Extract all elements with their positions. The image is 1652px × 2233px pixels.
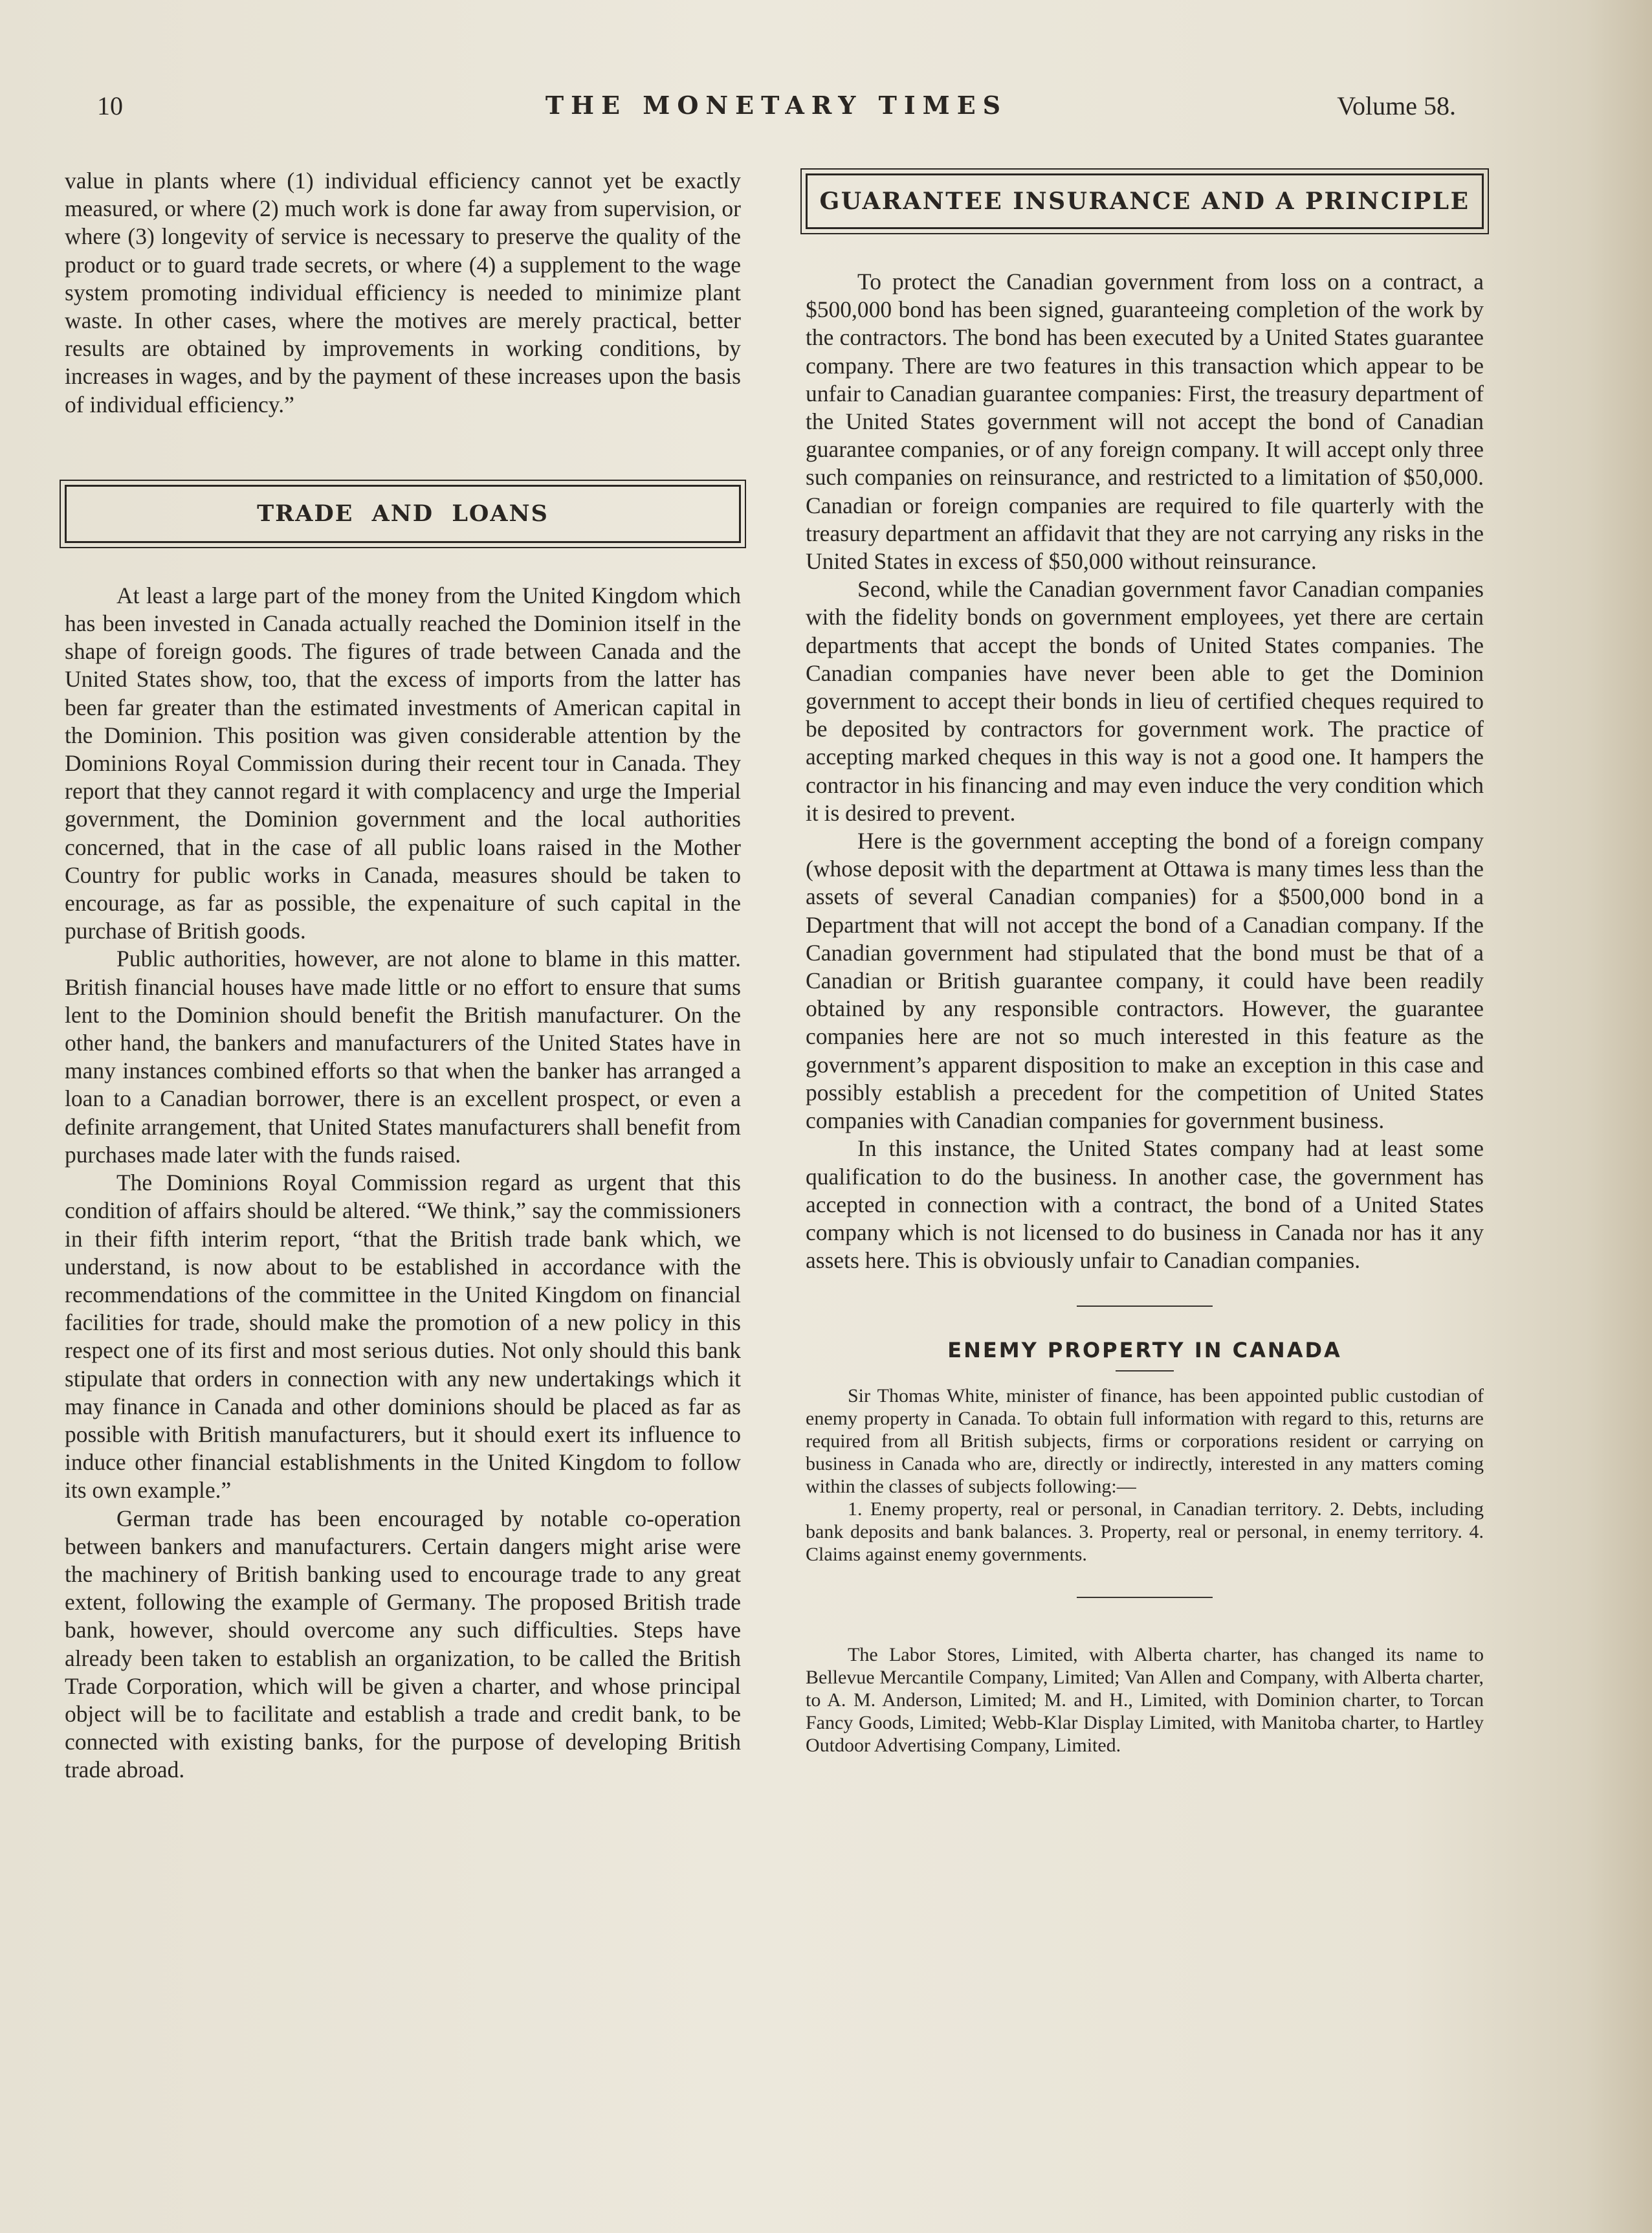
continued-text: value in plants where (1) individual efficiency cannot yet be exactly measured, or where (2) much work is done far away from supervision, or where (3) longevity of service is necessary to preserve the quality of the product or to guard trade secrets, or where (4) a supplement to the wage system promoting individual efficiency is needed to minimize plant waste. In other cases, where the motives are merely practical, better results are obtained by improvements in working conditions, by increases in wages, and by the payment of these increases upon the basis of individual efficiency.”: [65, 168, 741, 417]
guarantee-paragraph: Second, while the Canadian government favor Canadian companies with the fidelity bonds on government employees, yet there are certain departments that accept the bonds of United States companies. The Canadian companies have never been able to get the Dominion government to accept their bonds in lieu of certified cheques required to be deposited by contractors for government work. The practice of accepting marked cheques in this way is not a good one. It hampers the contractor in his financing and may even induce the very condition which it is desired to prevent.: [806, 576, 1484, 826]
trade-paragraph: The Dominions Royal Commission regard as urgent that this condition of affairs should be altered. “We think,” say the commissioners in their fifth interim report, “that the British trade bank which, we understand, is now about to be established in accordance with the recommendations of the committee in the United Kingdom on financial facilities for trade, should make the promotion of a new policy in this respect one of its first and most serious duties. Not only should this bank stipulate that orders in connection with any new undertakings which it may finance in Canada and other dominions should be placed as far as possible with British manufacturers, but it should exert its influence to induce other financial establishments in the United Kingdom to follow its own example.”: [65, 1170, 741, 1504]
labor-stores-paragraph: The Labor Stores, Limited, with Alberta charter, has changed its name to Bellevue Mercantile Company, Limited; Van Allen and Company, with Alberta charter, to A. M. Anderson, Limited; M. and H., Limited, with Dominion charter, to Torcan Fancy Goods, Limited; Webb-Klar Display Limited, with Manitoba charter, to Hartley Outdoor Advertising Company, Limited.: [806, 1644, 1484, 1757]
guarantee-paragraph: Here is the government accepting the bond of a foreign company (whose deposit with the department at Ottawa is many times less than the assets of several Canadian companies) for a $500,000 bond in a Department that will not accept the bond of a Canadian company. If the Canadian government had stipulated that the bond must be that of a Canadian or British guarantee company, it could have been readily obtained by any responsible contractors. However, the guarantee companies here are not so much interested in this feature as the government’s apparent disposition to make an exception in this case and possibly establish a precedent for the competition of United States companies with Canadian companies for government business.: [806, 828, 1484, 1134]
right-column: [806, 167, 1484, 1757]
trade-paragraph: Public authorities, however, are not alone to blame in this matter. British financial houses have made little or no effort to ensure that sums lent to the Dominion should benefit the British manufacturer. On the other hand, the bankers and manufacturers of the United States have in many instances combined efforts so that when the banker has arranged a loan to a Canadian borrower, there is an excellent prospect, or even a definite arrangement, that United States manufacturers shall benefit from purchases made later with the funds raised.: [65, 946, 741, 1168]
page-number: 10: [97, 91, 123, 120]
guarantee-paragraph: In this instance, the United States company had at least some qualification to do the business. In another case, the government has accepted in connection with a contract, the bond of a United States company which is not licensed to do business in Canada nor has it any assets here. This is obviously unfair to Canadian companies.: [806, 1135, 1484, 1274]
left-column: [65, 167, 741, 1784]
section-divider: [1077, 1305, 1213, 1307]
enemy-paragraph: 1. Enemy property, real or personal, in Canadian territory. 2. Debts, including bank deposits and bank balances. 3. Property, real or personal, in enemy territory. 4. Claims against enemy governments.: [806, 1498, 1484, 1566]
guarantee-paragraph: To protect the Canadian government from loss on a contract, a $500,000 bond has been signed, guaranteeing completion of the work by the contractors. The bond has been executed by a United States guarantee company. There are two features in this transaction which appear to be unfair to Canadian guarantee companies: First, the treasury department of the United States government will not accept the bond of Canadian guarantee companies, or of any foreign company. It will accept only three such companies on reinsurance, and restricted to a limitation of $50,000. Canadian or foreign companies are required to file quarterly with the treasury department an affidavit that they are not carrying any risks in the United States in excess of $50,000 without reinsurance.: [806, 269, 1484, 575]
trade-paragraph: German trade has been encouraged by notable co-operation between bankers and manufacturers. Certain dangers might arise were the machinery of British banking used to encourage trade to any great extent, following the example of Germany. The proposed British trade bank, however, should overcome any such difficulties. Steps have already been taken to establish an organization, to be called the British Trade Corporation, which will be given a charter, and whose principal object will be to facilitate and establish a trade and credit bank, to be connected with existing banks, for the purpose of developing British trade abroad.: [65, 1505, 741, 1783]
section-divider: [1077, 1597, 1213, 1598]
heading-underline: [1116, 1370, 1174, 1372]
enemy-property-heading: ENEMY PROPERTY IN CANADA: [947, 1338, 1342, 1363]
trade-and-loans-heading: TRADE AND LOANS: [65, 485, 741, 543]
guarantee-insurance-heading: GUARANTEE INSURANCE AND A PRINCIPLE: [806, 173, 1484, 229]
enemy-paragraph: Sir Thomas White, minister of finance, has been appointed public custodian of enemy property in Canada. To obtain full information with regard to this, returns are required from all British subjects, firms or corporations resident or carrying on business in Canada who are, directly or indirectly, interested in any matters coming within the classes of subjects following:—: [806, 1385, 1484, 1498]
page-header: [97, 91, 1456, 129]
publication-title: THE MONETARY TIMES: [545, 91, 1008, 120]
volume-label: Volume 58.: [1337, 91, 1456, 120]
trade-paragraph: At least a large part of the money from the United Kingdom which has been invested in Canada actually reached the Dominion itself in the shape of foreign goods. The figures of trade between Canada and the United States show, too, that the excess of imports from the latter has been far greater than the estimated investments of American capital in the Dominion. This position was given considerable attention by the Dominions Royal Commission during their recent tour in Canada. They report that they cannot regard it with complacency and urge the Imperial government, the Dominion government and the local authorities concerned, that in the case of all public loans raised in the Mother Country for public works in Canada, measures should be taken to encourage, as far as possible, the expenaiture of such capital in the purchase of British goods.: [65, 582, 741, 944]
